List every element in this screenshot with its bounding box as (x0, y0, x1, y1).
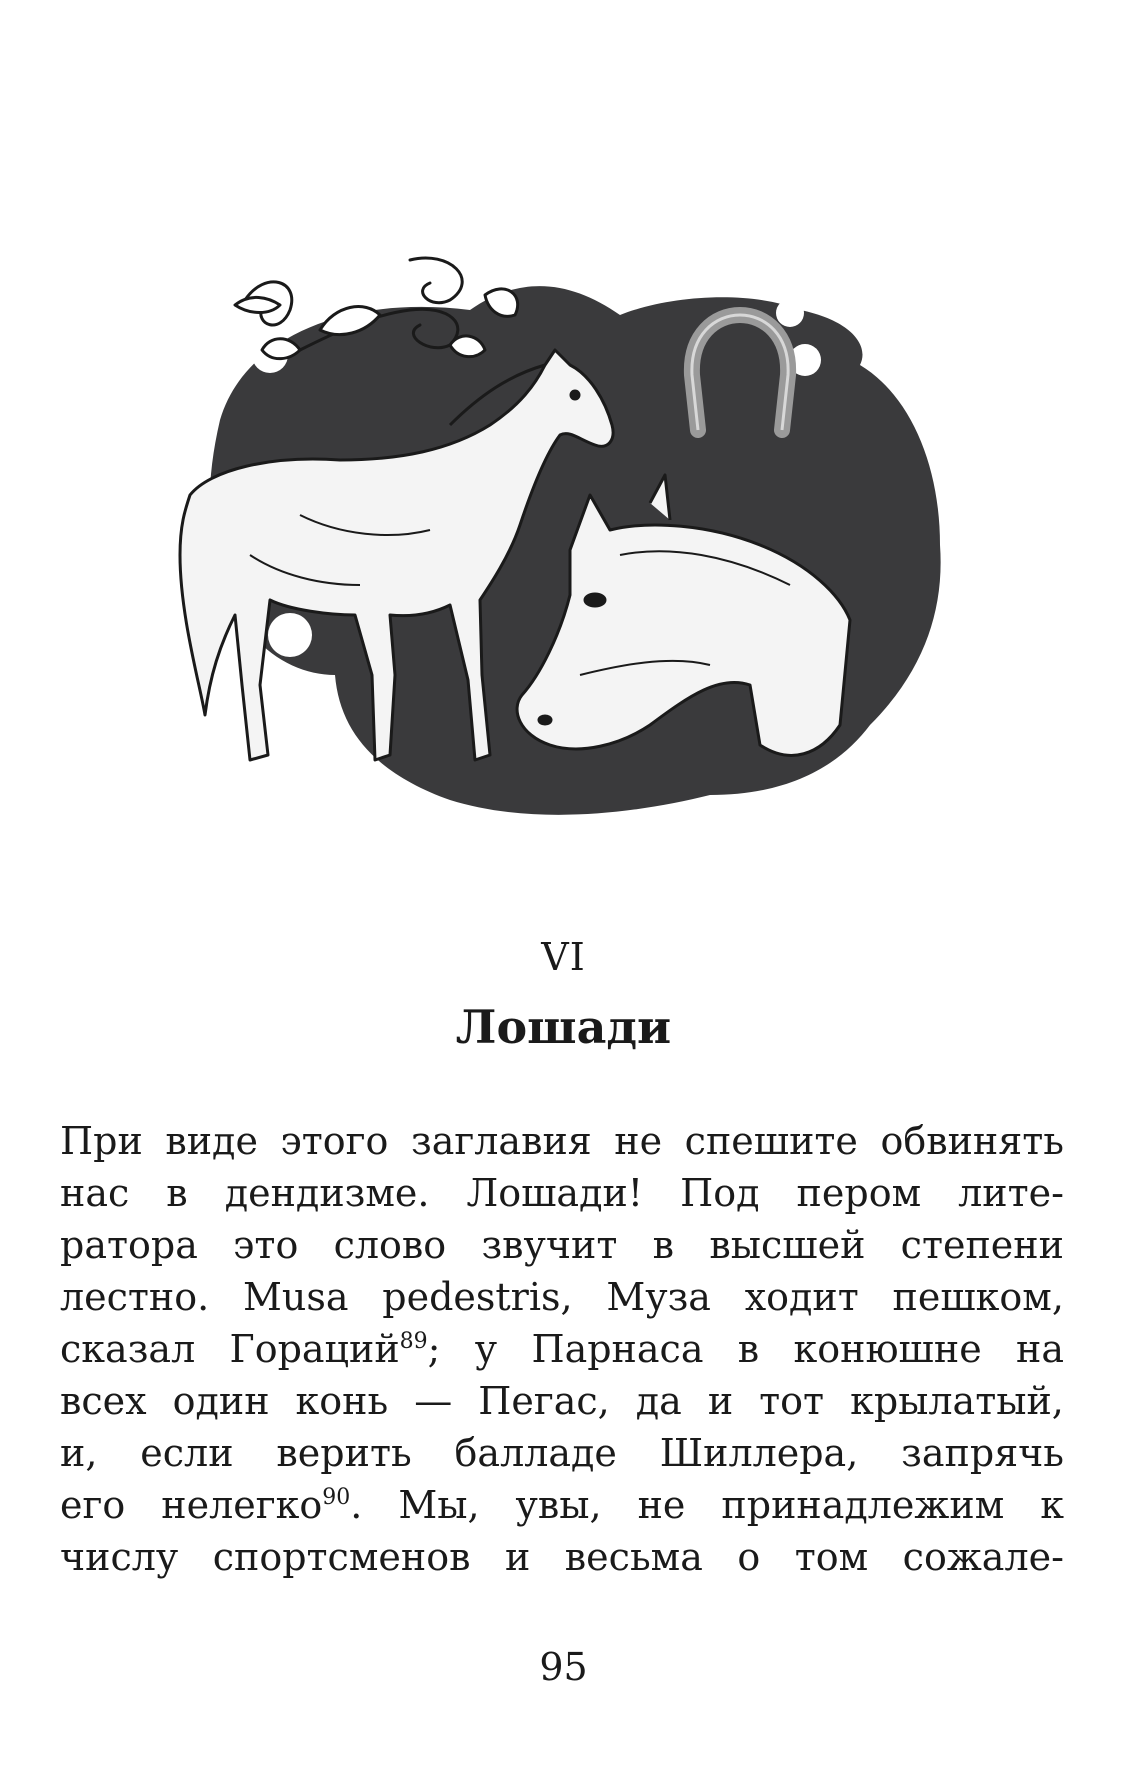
chapter-title: Лошади (455, 1000, 672, 1054)
word: и (504, 1535, 531, 1579)
word: балладе (454, 1431, 617, 1475)
word: один (172, 1379, 270, 1423)
word: увы, (515, 1483, 602, 1527)
word: виде (165, 1119, 258, 1163)
word: числу (60, 1535, 179, 1579)
word: Гораций$^{89}$; (229, 1327, 441, 1371)
text-line (60, 1427, 1064, 1479)
word: у (474, 1327, 498, 1371)
body-text (60, 1115, 1064, 1583)
word: не (614, 1119, 663, 1163)
word: При (60, 1119, 143, 1163)
word: pedestris, (382, 1275, 573, 1319)
word: крылатый, (850, 1379, 1064, 1423)
footnote-ref: 89 (399, 1329, 428, 1354)
word: тот (759, 1379, 825, 1423)
word: звучит (481, 1223, 618, 1267)
word: том (794, 1535, 869, 1579)
word: заглавия (410, 1119, 592, 1163)
word: нелегко$^{90}$. (161, 1483, 363, 1527)
word: к (1040, 1483, 1064, 1527)
word: сказал (60, 1327, 196, 1371)
word: Лошади! (466, 1171, 644, 1215)
word: Musa (242, 1275, 349, 1319)
word: лите- (958, 1171, 1064, 1215)
text-line (60, 1323, 1064, 1375)
page-number: 95 (539, 1645, 588, 1689)
chapter-illustration (150, 255, 960, 905)
text-line (60, 1115, 1064, 1167)
word: пешком, (892, 1275, 1064, 1319)
word: в (652, 1223, 675, 1267)
text-line (60, 1531, 1064, 1583)
word: спортсменов (212, 1535, 471, 1579)
word: принадлежим (721, 1483, 1005, 1527)
word: ратора (60, 1223, 198, 1267)
word: обвинять (880, 1119, 1064, 1163)
text-line (60, 1167, 1064, 1219)
word: высшей (709, 1223, 866, 1267)
text-line (60, 1375, 1064, 1427)
text-line (60, 1271, 1064, 1323)
word: конь (295, 1379, 389, 1423)
word: сожале- (902, 1535, 1064, 1579)
word: в (737, 1327, 760, 1371)
word: дендизме. (224, 1171, 430, 1215)
word: в (166, 1171, 188, 1215)
word: Шиллера, (659, 1431, 859, 1475)
word: о (737, 1535, 761, 1579)
word: этого (280, 1119, 389, 1163)
word: спешите (684, 1119, 858, 1163)
word: Пегас, (478, 1379, 610, 1423)
text-line (60, 1219, 1064, 1271)
word: это (233, 1223, 299, 1267)
word: не (637, 1483, 686, 1527)
word: весьма (564, 1535, 703, 1579)
word: конюшне (793, 1327, 982, 1371)
word: Под (680, 1171, 760, 1215)
word: ходит (744, 1275, 859, 1319)
word: нас (60, 1171, 130, 1215)
chapter-number: VI (541, 935, 586, 979)
word: лестно. (60, 1275, 210, 1319)
word: Парнаса (531, 1327, 704, 1371)
word: и (707, 1379, 734, 1423)
word: пером (796, 1171, 922, 1215)
word: степени (900, 1223, 1064, 1267)
footnote-ref: 90 (322, 1485, 351, 1510)
word: слово (333, 1223, 447, 1267)
word: на (1016, 1327, 1064, 1371)
word: — (414, 1379, 453, 1423)
word: его (60, 1483, 126, 1527)
word: Муза (606, 1275, 711, 1319)
word: всех (60, 1379, 147, 1423)
word: верить (276, 1431, 412, 1475)
word: если (140, 1431, 234, 1475)
text-line (60, 1479, 1064, 1531)
word: да (635, 1379, 682, 1423)
word: запрячь (901, 1431, 1064, 1475)
word: и, (60, 1431, 98, 1475)
word: Мы, (398, 1483, 480, 1527)
